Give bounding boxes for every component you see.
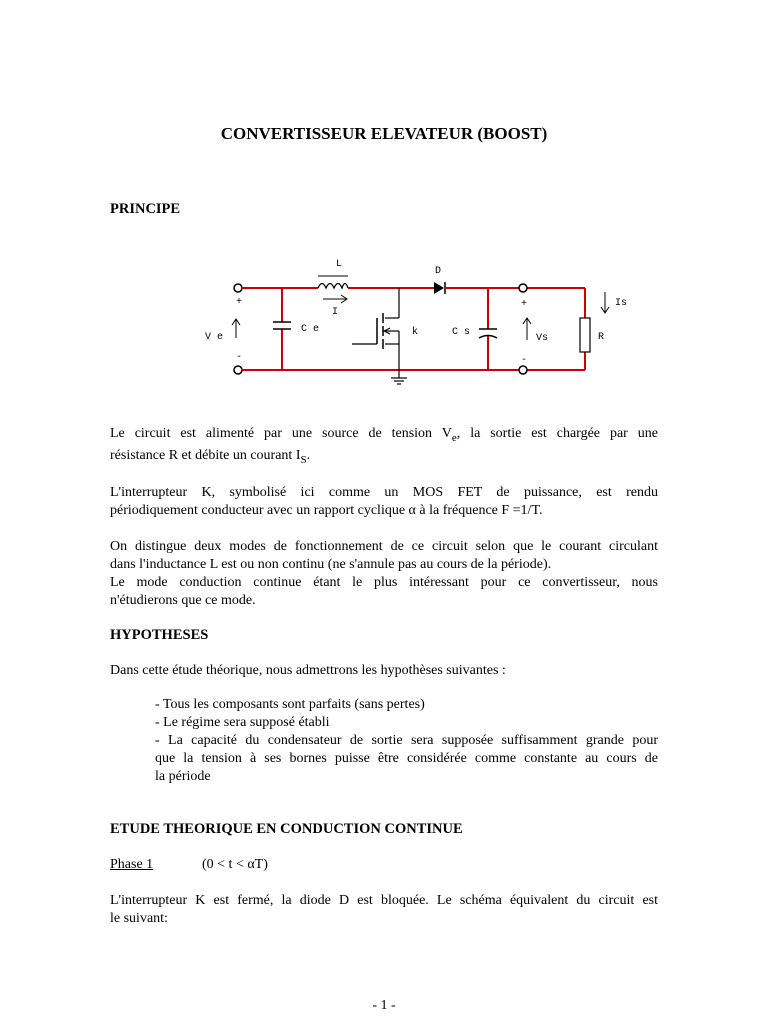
page-number: - 1 -: [372, 998, 396, 1013]
diode-symbol: [434, 282, 444, 294]
label-ve-plus: +: [236, 297, 243, 308]
output-terminal-bottom: [519, 366, 527, 374]
list-item: - Le régime sera supposé établi: [155, 715, 330, 730]
input-terminal-top: [234, 284, 242, 292]
paragraph-intro: Le circuit est alimenté par une source de tension $V_e$, la sortie est chargée par une résistance R et débite un courant $I_S$.: [110, 426, 658, 466]
section-heading-principe: PRINCIPE: [110, 201, 181, 217]
label-L: L: [336, 259, 343, 270]
hypotheses-intro: Dans cette étude théorique, nous admettrons les hypothèses suivantes :: [110, 663, 506, 678]
section-heading-etude: ETUDE THEORIQUE EN CONDUCTION CONTINUE: [110, 821, 463, 837]
phase-1-line: [110, 857, 268, 873]
label-Vs: Vs: [536, 333, 549, 344]
list-item: - Tous les composants sont parfaits (sans pertes): [155, 697, 425, 712]
inductor-symbol: [318, 284, 348, 289]
label-D: D: [435, 266, 442, 277]
label-Ve: V e: [205, 332, 224, 343]
label-k: k: [412, 327, 419, 338]
page-title: CONVERTISSEUR ELEVATEUR (BOOST): [220, 124, 548, 143]
label-ve-minus: -: [236, 352, 243, 363]
label-vs-plus: +: [521, 299, 528, 310]
input-terminal-bottom: [234, 366, 242, 374]
label-Is: Is: [615, 298, 628, 309]
label-Cs: C s: [452, 327, 471, 338]
phase-condition: (0 < t < αT): [202, 857, 268, 872]
label-I: I: [332, 307, 339, 318]
output-terminal-top: [519, 284, 527, 292]
label-vs-minus: -: [521, 355, 528, 366]
phase-label: Phase 1: [110, 857, 154, 872]
list-item: - La capacité du condensateur de sortie sera supposée suffisamment grande pour que la tension à ses bornes puisse être considérée comme constante au cours de la période: [155, 733, 658, 784]
paragraph-modes: On distingue deux modes de fonctionnement de ce circuit selon que le courant circulant dans l'inductance L est ou non continu (ne s'annule pas au cours de la période). Le mode conduction continue étant le plus intéressant pour ce convertisseur, nous n'étudierons que ce mode.: [110, 539, 658, 608]
paragraph-switch: L'interrupteur K, symbolisé ici comme un MOS FET de puissance, est rendu périodiquement conducteur avec un rapport cyclique α à la fréquence F =1/T.: [110, 485, 658, 518]
paragraph-phase1: L'interrupteur K est fermé, la diode D est bloquée. Le schéma équivalent du circuit est le suivant:: [110, 893, 658, 926]
hypotheses-list: [155, 696, 658, 786]
label-R: R: [598, 332, 605, 343]
label-Ce: C e: [301, 324, 320, 335]
resistor-symbol: [580, 318, 590, 352]
section-heading-hypotheses: HYPOTHESES: [110, 627, 209, 643]
